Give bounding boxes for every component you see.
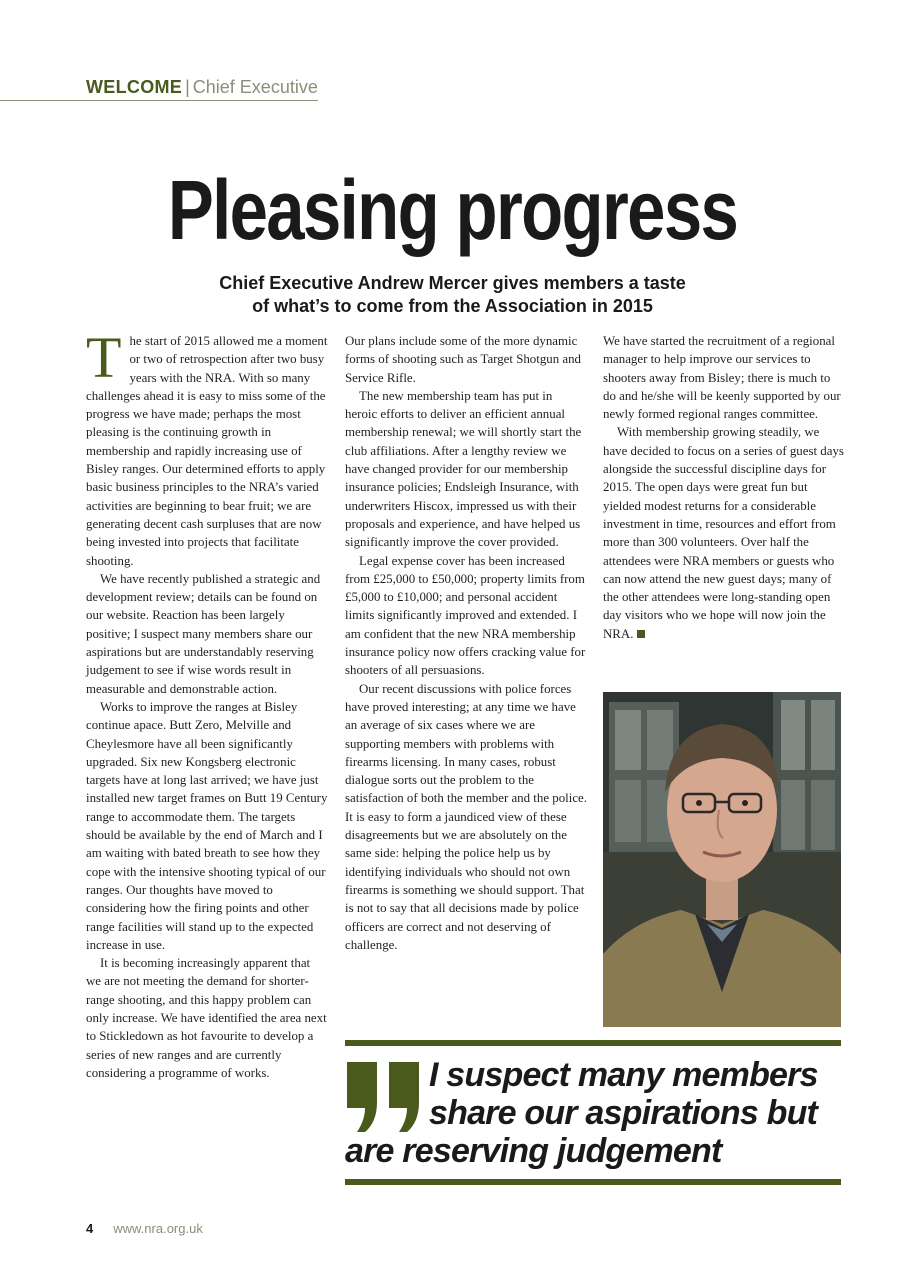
- article-title: Pleasing progress: [167, 163, 738, 257]
- header-rule: [0, 100, 318, 101]
- standfirst: [0, 272, 905, 318]
- paragraph-text: he start of 2015 allowed me a moment or two of retrospection after two busy years with the NRA. With so many challenges ahead it is easy to miss some of the progress we have made; perhaps the most pleasing is the continuing growth in membership and rapidly increasing use of Bisley ranges. Our determined efforts to apply basic business principles to the NRA’s varied activities are beginning to bear fruit; we are generating decent cash surpluses that are now being invested into projects that facilitate shooting.: [86, 334, 328, 568]
- pullquote-rule-top: [345, 1040, 841, 1046]
- article-paragraph: We have recently published a strategic and development review; details can be found on our website. Reaction has been largely positive; I suspect many members share our aspirations but are understandably reserving judgement to see if wise words result in measurable and demonstrable action.: [86, 571, 321, 696]
- article-column-2: [345, 332, 587, 954]
- pullquote-line-2: share our aspirations but: [429, 1094, 818, 1132]
- page-number: 4: [86, 1221, 94, 1236]
- article-paragraph: Legal expense cover has been increased from £25,000 to £50,000; property limits from £5,000 to £10,000; and personal accident limits significantly improved and extended. I am confident that the new NRA membership insurance policy now offers cracking value for shooters of all persuasions.: [345, 553, 586, 678]
- article-column-3: [603, 332, 845, 643]
- standfirst-line-1: Chief Executive Andrew Mercer gives members a taste: [219, 273, 686, 293]
- article-paragraph: The new membership team has put in heroic efforts to deliver an efficient annual membership renewal; we will shortly start the club affiliations. After a lengthy review we have changed provider for our membership insurance policies; Endsleigh Insurance, with underwriters Hiscox, impressed us with their proposals and experience, and have helped us significantly improve the cover provided.: [345, 388, 582, 550]
- author-photo: [603, 692, 841, 1027]
- pull-quote: [345, 1056, 855, 1170]
- footer-url: www.nra.org.uk: [113, 1221, 203, 1236]
- article-paragraph: We have started the recruitment of a regional manager to help improve our services to shooters away from Bisley; there is much to do and he/she will be keenly supported by our newly formed regional ranges committee.: [603, 334, 841, 422]
- pullquote-line-3: are reserving judgement: [345, 1132, 722, 1170]
- end-mark-icon: [637, 630, 645, 638]
- page-footer: [86, 1220, 203, 1238]
- article-paragraph: [603, 423, 845, 643]
- article-column-1: [86, 325, 328, 1082]
- subsection-label: Chief Executive: [192, 77, 318, 97]
- pullquote-rule-bottom: [345, 1179, 841, 1185]
- article-paragraph: Our plans include some of the more dynamic forms of shooting such as Target Shotgun and Service Rifle.: [345, 334, 582, 385]
- drop-cap: T: [86, 325, 122, 390]
- standfirst-line-2: of what’s to come from the Association in 2015: [252, 296, 653, 316]
- pullquote-line-1: I suspect many members: [429, 1056, 818, 1094]
- section-label: WELCOME: [86, 77, 183, 97]
- paragraph-text: With membership growing steadily, we have decided to focus on a series of guest days alongside the successful discipline days for 2015. The open days were great fun but yielded modest returns for a considerable investment in time, resources and effort from more than 300 volunteers. Over half the attendees were NRA members or guests who can now attend the new guest days; many of the other attendees were long-standing open day visitors who we hope will now join the NRA.: [603, 425, 844, 641]
- portrait-illustration: [603, 692, 841, 1027]
- article-paragraph: It is becoming increasingly apparent that we are not meeting the demand for shorter-range shooting, and this happy problem can only increase. We have identified the area next to Stickledown as hot favourite to develop a series of new ranges and are currently considering a programme of works.: [86, 956, 327, 1080]
- article-paragraph: Works to improve the ranges at Bisley continue apace. Butt Zero, Melville and Cheylesmore have all been significantly upgraded. Six new Kongsberg electronic targets have at long last arrived; we have just installed new target frames on Butt 19 Century range to accommodate them. The targets should be available by the end of March and I am waiting with bated breath to see how they cope with the intensive shooting typical of our ranges. Our thoughts have moved to considering how the firing points and other range facilities will stand up to the expected increase in use.: [86, 699, 328, 952]
- section-header: [86, 76, 318, 98]
- section-separator: |: [185, 77, 190, 97]
- article-paragraph: [86, 325, 328, 570]
- article-paragraph: Our recent discussions with police forces have proved interesting; at any time we have an average of six cases where we are supporting members with problems with firearms licensing. In many cases, robust dialogue sorts out the problem to the satisfaction of both the member and the police. It is easy to form a jaundiced view of these disagreements but we are absolutely on the same side: helping the police help us by identifying individuals who should not own firearms is something we should support. That is not to say that all decisions made by police officers are correct and not deserving of challenge.: [345, 681, 587, 952]
